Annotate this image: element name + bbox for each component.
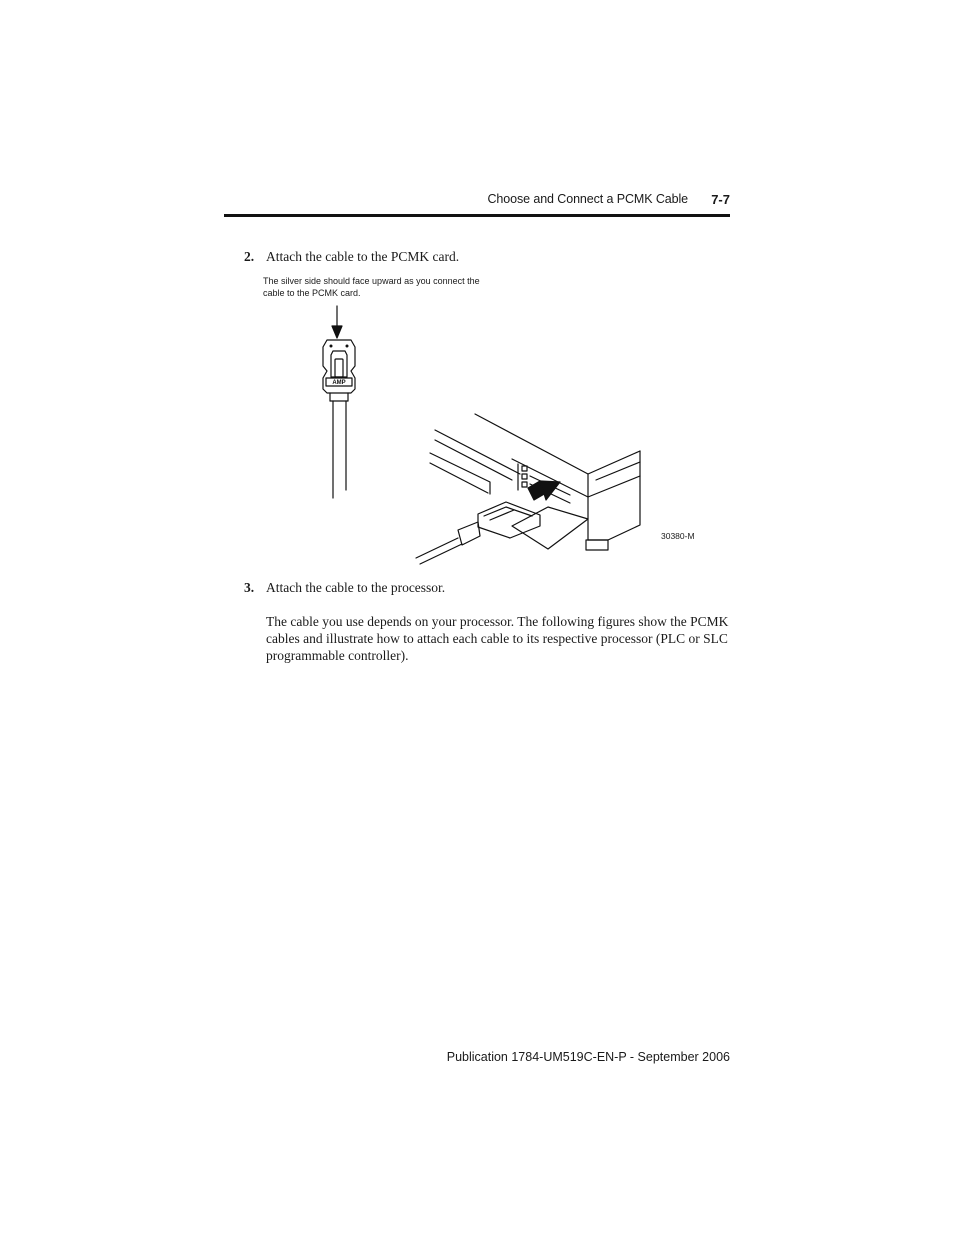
step-2-number: 2. — [244, 249, 255, 264]
amp-label: AMP — [332, 380, 346, 386]
step-3-text: Attach the cable to the processor. — [266, 580, 446, 595]
publication-footer: Publication 1784-UM519C-EN-P - September 2006 — [446, 1050, 730, 1064]
page-number: 7-7 — [711, 192, 730, 207]
processor-illustration — [416, 414, 640, 564]
step-3-number: 3. — [244, 580, 255, 595]
step-3-paragraph: The cable you use depends on your processor. The following figures show the PCMK cables and illustrate how to attach each cable to its respective processor (PLC or SLC programmable controller). — [266, 614, 729, 663]
figure-caption: The silver side should face upward as you connect the cable to the PCMK card. — [263, 276, 480, 298]
pcmk-cable-figure — [300, 300, 700, 565]
figure-id: 30380-M — [661, 531, 695, 541]
header-rule — [224, 214, 730, 217]
connector-plug-illustration — [323, 306, 355, 498]
step-2-text: Attach the cable to the PCMK card. — [266, 249, 460, 264]
header-title: Choose and Connect a PCMK Cable — [487, 192, 688, 206]
